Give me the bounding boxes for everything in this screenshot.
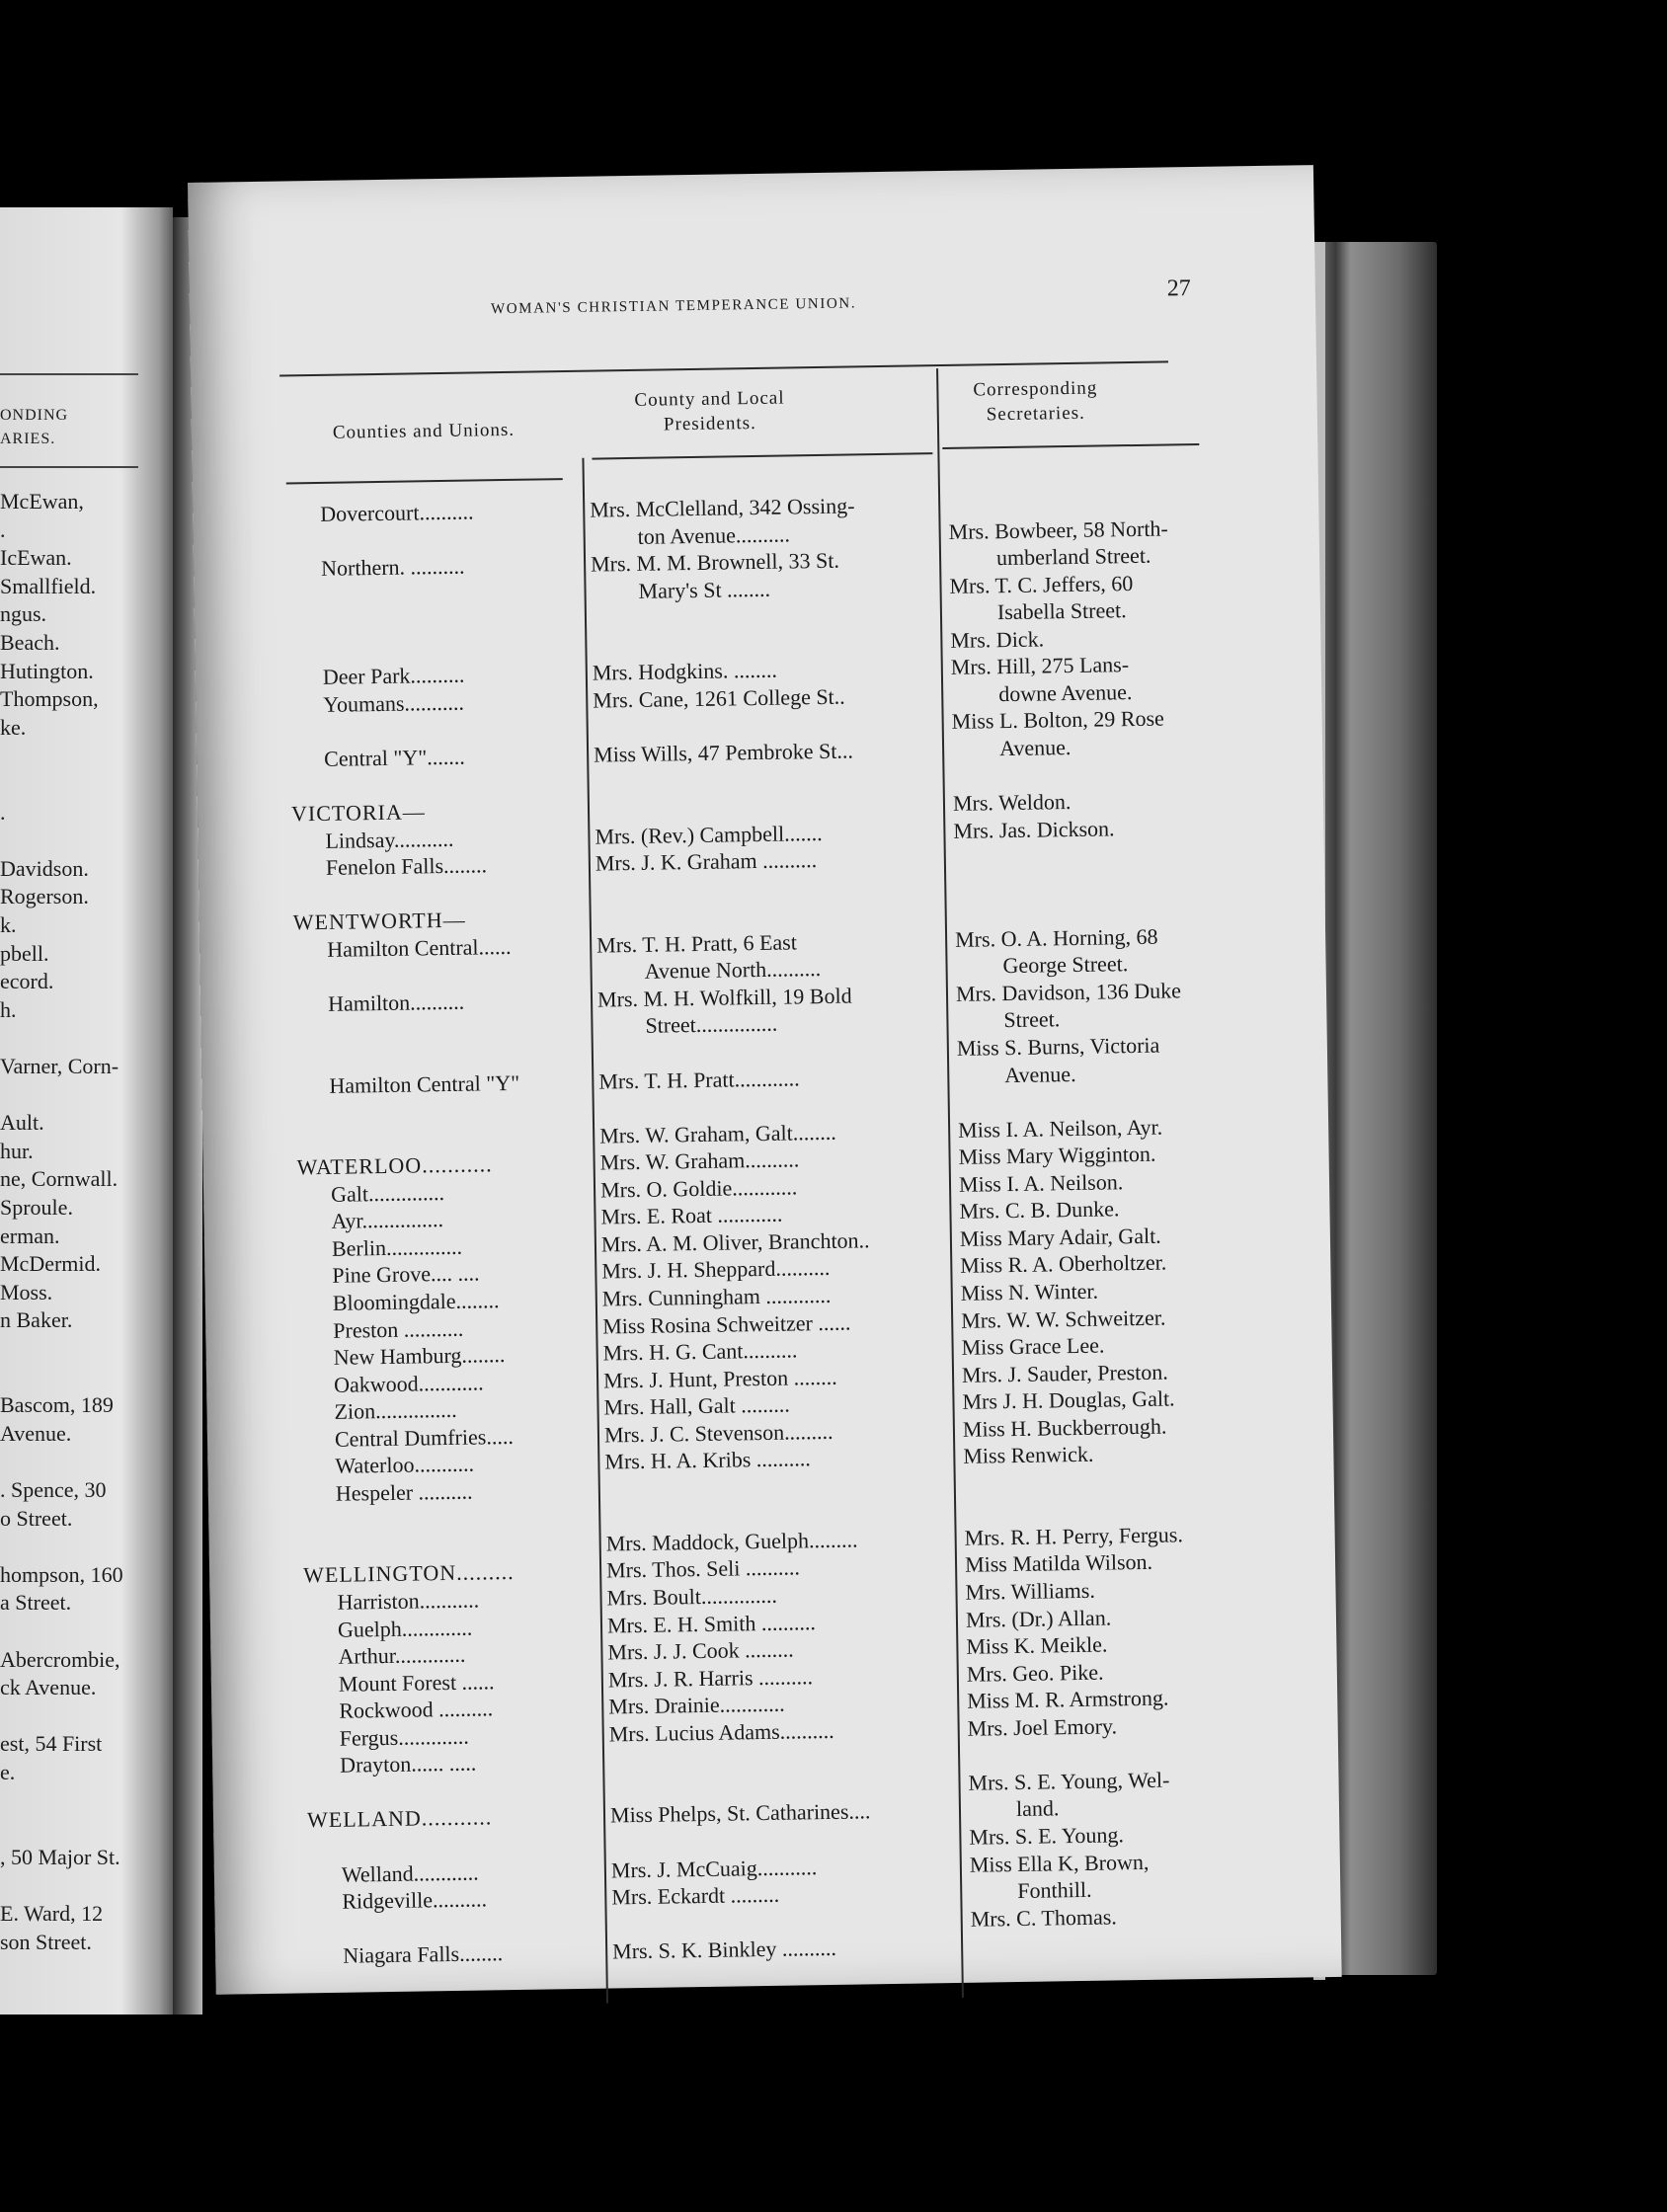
- head-rule-secretaries: [942, 443, 1199, 449]
- secretary-entry: Mrs. S. E. Young.: [969, 1822, 1125, 1850]
- secretary-entry: Mrs. C. Thomas.: [970, 1904, 1117, 1932]
- secretary-entry: Miss S. Burns, Victoria: [956, 1032, 1160, 1061]
- secretary-entry: Miss R. A. Oberholtzer.: [960, 1249, 1167, 1279]
- union-name: WELLAND...........: [306, 1804, 493, 1833]
- left-page-line: erman.: [0, 1223, 60, 1248]
- left-page-line: .: [0, 516, 6, 542]
- president-entry: Mrs. J. K. Graham ..........: [595, 847, 818, 876]
- union-name: Central Dumfries.....: [334, 1423, 515, 1452]
- secretary-entry: Mrs. (Dr.) Allan.: [965, 1605, 1112, 1632]
- union-name: Dovercourt..........: [320, 499, 474, 526]
- president-entry: Miss Wills, 47 Pembroke St...: [593, 738, 854, 767]
- left-page-line: e.: [0, 1760, 16, 1784]
- head-rule-counties: [286, 478, 563, 484]
- union-name: Hamilton Central......: [327, 933, 512, 962]
- left-page-line: , 50 Major St.: [0, 1844, 120, 1869]
- union-name: WATERLOO...........: [296, 1151, 493, 1180]
- president-entry: Mrs. S. K. Binkley ..........: [611, 1936, 837, 1964]
- secretary-entry: Mrs. Joel Emory.: [967, 1713, 1118, 1741]
- president-entry: Mary's St ........: [638, 576, 771, 603]
- union-name: Hamilton Central "Y": [329, 1069, 520, 1098]
- president-entry: Mrs. E. H. Smith ..........: [606, 1609, 817, 1638]
- left-col-head-2: ARIES.: [0, 431, 56, 447]
- left-page-line: est, 54 First: [0, 1731, 103, 1757]
- secretary-entry: land.: [1015, 1795, 1060, 1822]
- president-entry: Miss Phelps, St. Catharines....: [609, 1798, 871, 1828]
- president-entry: Mrs. J. H. Sheppard..........: [601, 1255, 831, 1284]
- left-page-line: Avenue.: [0, 1420, 72, 1446]
- union-name: Bloomingdale........: [332, 1288, 500, 1315]
- union-name: WENTWORTH—: [292, 907, 466, 935]
- union-name: Drayton...... .....: [339, 1750, 477, 1778]
- secretary-entry: Mrs. S. E. Young, Wel-: [968, 1767, 1170, 1795]
- president-entry: Mrs. J. J. Cook .........: [607, 1636, 794, 1665]
- president-entry: Avenue North..........: [644, 956, 822, 985]
- left-page-line: Moss.: [0, 1279, 53, 1304]
- secretary-entry: Miss I. A. Neilson, Ayr.: [957, 1114, 1163, 1143]
- left-page-line: k.: [0, 912, 17, 937]
- president-entry: Mrs. H. A. Kribs ..........: [604, 1446, 811, 1474]
- left-page-line: E. Ward, 12: [0, 1901, 104, 1926]
- president-entry: Mrs. M. M. Brownell, 33 St.: [590, 547, 840, 577]
- left-page-line: Sproule.: [0, 1195, 73, 1220]
- secretary-entry: Street.: [1003, 1006, 1061, 1033]
- left-page-line: Hutington.: [0, 658, 94, 683]
- left-page-line: ne, Cornwall.: [0, 1166, 119, 1192]
- left-page-line: Abercrombie,: [0, 1646, 120, 1672]
- secretary-entry: Miss N. Winter.: [960, 1278, 1099, 1305]
- union-name: Mount Forest ......: [338, 1668, 495, 1697]
- president-entry: Mrs. Cane, 1261 College St..: [593, 683, 845, 713]
- union-name: VICTORIA—: [290, 799, 426, 827]
- union-name: Ayr...............: [331, 1207, 444, 1234]
- left-page-line: ck Avenue.: [0, 1675, 97, 1700]
- left-page-line: Varner, Corn-: [0, 1054, 119, 1078]
- president-entry: Mrs. (Rev.) Campbell.......: [595, 820, 823, 849]
- president-entry: Mrs. Cunningham ............: [601, 1282, 832, 1311]
- union-name: Deer Park..........: [322, 662, 465, 690]
- right-page: [188, 165, 1342, 1995]
- president-entry: Mrs. Boult..............: [606, 1582, 778, 1611]
- left-page-line: Smallfield.: [0, 573, 97, 598]
- president-entry: Mrs. H. G. Cant..........: [602, 1337, 798, 1366]
- secretary-entry: Mrs. T. C. Jeffers, 60: [949, 570, 1134, 598]
- secretary-entry: Mrs. Williams.: [965, 1577, 1096, 1605]
- president-entry: Mrs. O. Goldie............: [599, 1174, 798, 1203]
- left-page-line: hur.: [0, 1138, 34, 1163]
- president-entry: Mrs. J. C. Stevenson.........: [603, 1418, 834, 1448]
- secretary-entry: Miss H. Buckberrough.: [962, 1413, 1167, 1442]
- left-page-line: .: [0, 799, 6, 825]
- union-name: Galt..............: [330, 1179, 445, 1207]
- secretary-entry: Miss Ella K, Brown,: [969, 1849, 1150, 1877]
- secretary-entry: George Street.: [1002, 951, 1129, 979]
- secretary-entry: Miss L. Bolton, 29 Rose: [951, 705, 1164, 735]
- secretary-entry: Mrs. Hill, 275 Lans-: [950, 652, 1130, 680]
- president-entry: Mrs. Hall, Galt .........: [603, 1391, 790, 1420]
- union-name: Youmans...........: [323, 689, 465, 717]
- secretary-entry: Miss I. A. Neilson.: [958, 1168, 1124, 1197]
- secretary-entry: Avenue.: [1004, 1061, 1076, 1087]
- union-name: Rockwood ..........: [339, 1696, 494, 1723]
- secretary-entry: Mrs. R. H. Perry, Fergus.: [964, 1522, 1184, 1550]
- president-entry: Mrs. McClelland, 342 Ossing-: [590, 493, 855, 522]
- president-entry: Mrs. Lucius Adams..........: [608, 1717, 834, 1747]
- left-page-line: o Street.: [0, 1505, 73, 1531]
- left-page-line: . Spence, 30: [0, 1477, 107, 1502]
- secretary-entry: Avenue.: [998, 734, 1072, 761]
- union-name: Hamilton..........: [327, 988, 465, 1016]
- running-head: WOMAN'S CHRISTIAN TEMPERANCE UNION.: [490, 295, 857, 318]
- col-head-counties: Counties and Unions.: [332, 419, 516, 443]
- president-entry: ton Avenue..........: [637, 521, 791, 549]
- president-entry: Mrs. E. Roat ............: [600, 1201, 783, 1229]
- union-name: Northern. ..........: [320, 553, 465, 582]
- secretary-entry: Miss M. R. Armstrong.: [967, 1685, 1169, 1713]
- union-name: Waterloo...........: [335, 1451, 475, 1479]
- union-name: Zion...............: [334, 1397, 457, 1424]
- secretary-entry: Mrs J. H. Douglas, Galt.: [962, 1385, 1175, 1414]
- union-name: Ridgeville..........: [342, 1886, 488, 1914]
- president-entry: Mrs. J. McCuaig...........: [610, 1854, 818, 1882]
- page-number: 27: [1166, 276, 1192, 302]
- col-head-secretaries-1: Corresponding: [973, 377, 1098, 401]
- col-head-presidents-2: Presidents.: [663, 412, 756, 435]
- secretary-entry: Mrs. Jas. Dickson.: [953, 815, 1115, 843]
- left-page-line: a Street.: [0, 1590, 72, 1616]
- president-entry: Mrs. Drainie............: [608, 1691, 785, 1719]
- left-page-line: McEwan,: [0, 489, 84, 514]
- left-page-line: n Baker.: [0, 1307, 73, 1333]
- union-name: New Hamburg........: [333, 1342, 506, 1370]
- union-name: Welland............: [341, 1859, 479, 1887]
- secretary-entry: Mrs. Dick.: [950, 626, 1045, 653]
- president-entry: Street...............: [645, 1011, 778, 1039]
- left-page-line: Davidson.: [0, 855, 89, 881]
- left-page-line: Ault.: [0, 1110, 44, 1136]
- president-entry: Mrs. Hodgkins. ........: [592, 657, 778, 685]
- union-name: Arthur.............: [338, 1641, 466, 1669]
- left-page-line: Bascom, 189: [0, 1392, 114, 1418]
- left-col-head-1: ONDING: [0, 407, 69, 424]
- president-entry: Mrs. J. Hunt, Preston ........: [602, 1364, 837, 1393]
- secretary-entry: Fonthill.: [1017, 1876, 1092, 1904]
- secretary-entry: Mrs. Bowbeer, 58 North-: [948, 514, 1168, 544]
- secretary-entry: Miss Mary Wigginton.: [958, 1141, 1156, 1170]
- union-name: Guelph.............: [337, 1615, 473, 1642]
- union-name: Hespeler ..........: [335, 1478, 473, 1506]
- left-rule-top: [0, 373, 138, 375]
- president-entry: Mrs. T. H. Pratt, 6 East: [595, 929, 798, 958]
- left-page-line: ecord.: [0, 969, 54, 994]
- union-name: Fergus.............: [339, 1723, 469, 1751]
- union-name: WELLINGTON.........: [302, 1559, 515, 1588]
- secretary-entry: Miss Grace Lee.: [961, 1332, 1105, 1360]
- president-entry: Miss Rosina Schweitzer ......: [602, 1309, 851, 1339]
- secretary-entry: Mrs. C. B. Dunke.: [959, 1196, 1120, 1224]
- union-name: Pine Grove.... ....: [332, 1260, 480, 1289]
- secretary-entry: Miss Matilda Wilson.: [964, 1549, 1153, 1578]
- left-page-line: IcEwan.: [0, 545, 72, 571]
- left-page-line: pbell.: [0, 940, 49, 966]
- left-rule-head: [0, 466, 138, 468]
- secretary-entry: Mrs. J. Sauder, Preston.: [961, 1359, 1168, 1387]
- col-head-secretaries-2: Secretaries.: [986, 402, 1085, 426]
- left-page-line: Rogerson.: [0, 884, 89, 909]
- col-head-presidents-1: County and Local: [634, 387, 785, 411]
- secretary-entry: Mrs. Geo. Pike.: [966, 1659, 1104, 1687]
- left-page-line: ngus.: [0, 601, 47, 627]
- head-rule-presidents: [592, 452, 932, 459]
- president-entry: Mrs. W. Graham, Galt........: [599, 1119, 836, 1148]
- left-page-line: son Street.: [0, 1929, 92, 1954]
- secretary-entry: Miss K. Meikle.: [966, 1631, 1108, 1659]
- president-entry: Mrs. Maddock, Guelph.........: [605, 1527, 858, 1556]
- top-rule: [279, 360, 1168, 376]
- president-entry: Mrs. Eckardt .........: [611, 1881, 780, 1910]
- left-page-line: McDermid.: [0, 1251, 102, 1277]
- secretary-entry: Mrs. Davidson, 136 Duke: [955, 978, 1182, 1006]
- president-entry: Mrs. A. M. Oliver, Branchton..: [600, 1227, 870, 1257]
- left-page-line: Beach.: [0, 630, 60, 655]
- left-page-line: h.: [0, 996, 17, 1022]
- left-page-line: hompson, 160: [0, 1561, 123, 1587]
- secretary-entry: Miss Mary Adair, Galt.: [959, 1223, 1161, 1251]
- union-name: Oakwood............: [333, 1370, 484, 1397]
- secretary-entry: Mrs. W. W. Schweitzer.: [960, 1304, 1166, 1333]
- left-page-line: Thompson,: [0, 686, 99, 712]
- union-name: Fenelon Falls........: [325, 852, 488, 881]
- president-entry: Mrs. T. H. Pratt............: [598, 1065, 800, 1094]
- secretary-entry: downe Avenue.: [998, 678, 1133, 707]
- president-entry: Mrs. M. H. Wolfkill, 19 Bold: [596, 983, 852, 1012]
- union-name: Berlin..............: [331, 1233, 463, 1261]
- president-entry: Mrs. Thos. Seli ..........: [605, 1554, 801, 1583]
- union-name: Harriston...........: [337, 1587, 480, 1615]
- union-name: Niagara Falls........: [343, 1940, 504, 1968]
- president-entry: Mrs. J. R. Harris ..........: [607, 1663, 814, 1693]
- union-name: Lindsay...........: [325, 826, 454, 853]
- left-page: [0, 207, 173, 2014]
- secretary-entry: Mrs. O. A. Horning, 68: [954, 923, 1158, 952]
- union-name: Preston ...........: [333, 1315, 464, 1343]
- secretary-entry: Miss Renwick.: [963, 1442, 1094, 1469]
- secretary-entry: Isabella Street.: [996, 597, 1127, 625]
- secretary-entry: umberland Street.: [995, 542, 1151, 571]
- union-name: Central "Y".......: [323, 744, 465, 771]
- left-page-line: ke.: [0, 714, 27, 740]
- president-entry: Mrs. W. Graham..........: [599, 1146, 800, 1175]
- secretary-entry: Mrs. Weldon.: [952, 789, 1072, 816]
